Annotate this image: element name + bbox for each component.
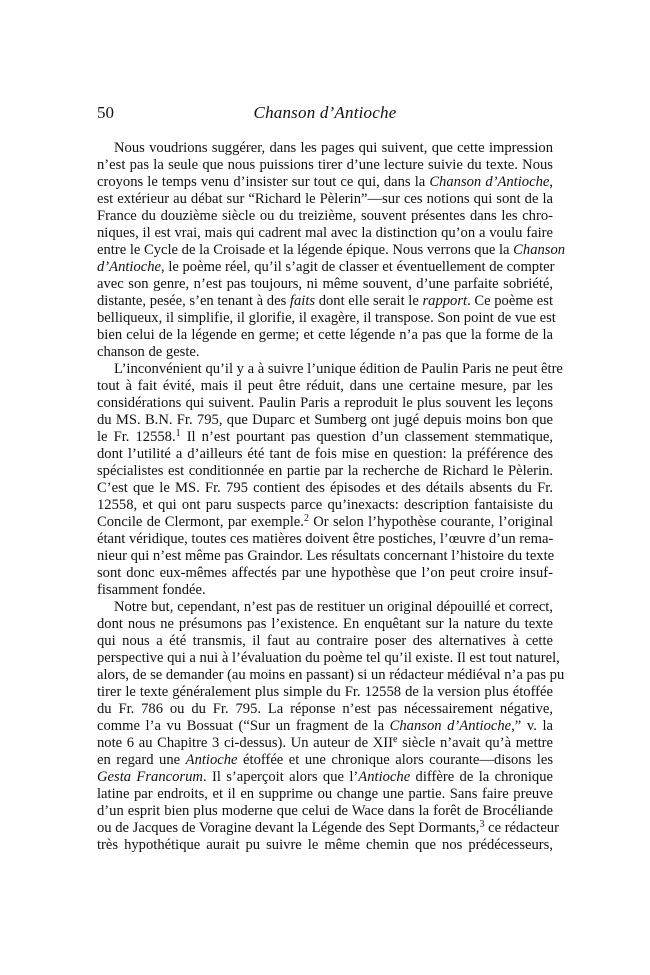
text-line bbox=[97, 565, 553, 582]
italic-text: Chanson d’Antioche bbox=[429, 174, 550, 190]
text-line bbox=[97, 480, 553, 497]
body-text bbox=[97, 140, 566, 854]
text-run: . Ce poème est bbox=[467, 293, 554, 309]
text-line bbox=[97, 837, 553, 854]
paragraph bbox=[97, 599, 565, 854]
text-line bbox=[97, 276, 553, 293]
text-run: dont nous ne présumons pas l’existence. En enquêtant sur la nature du texte bbox=[97, 616, 553, 632]
text-run: , bbox=[549, 174, 553, 190]
text-line bbox=[97, 208, 553, 225]
text-line bbox=[97, 548, 553, 565]
text-run: tirer le texte généralement plus simple du Fr. 12558 de la version plus étoffée bbox=[97, 684, 553, 700]
text-run: diffère de la chronique bbox=[410, 769, 553, 785]
text-line bbox=[97, 531, 553, 548]
text-run: tout à fait évité, mais il peut être réduit, dans une certaine mesure, par les bbox=[97, 378, 553, 394]
text-line bbox=[97, 378, 553, 395]
text-run: étoffée et une chronique alors courante—disons les bbox=[237, 752, 554, 768]
text-run: note 6 au Chapitre 3 ci-dessus). Un auteur de XII bbox=[97, 735, 393, 751]
italic-text: Antioche bbox=[358, 769, 411, 785]
text-run: Il n’est pourtant pas question d’un classement stemmatique, bbox=[180, 429, 553, 445]
text-run: 12558, et qui ont paru suspects parce qu’inexacts: description fantaisiste du bbox=[97, 497, 553, 513]
text-line bbox=[97, 786, 553, 803]
text-line bbox=[97, 616, 553, 633]
text-run: croyons le temps venu d’insister sur tout ce qui, dans la bbox=[97, 174, 430, 190]
page-number: 50 bbox=[97, 103, 114, 122]
text-line bbox=[97, 412, 553, 429]
text-line bbox=[97, 191, 553, 208]
text-line bbox=[97, 701, 553, 718]
text-run: avec son genre, n’est pas toujours, ni même souvent, d’une parfaite sobriété, bbox=[97, 276, 553, 292]
text-run: dont l’utilité a d’ailleurs été tant de fois mise en question: la préférence des bbox=[97, 446, 553, 462]
text-run: ce rédacteur bbox=[484, 820, 559, 836]
text-line bbox=[97, 718, 553, 735]
text-line bbox=[97, 344, 553, 361]
text-run: chanson de geste. bbox=[97, 344, 200, 360]
text-line bbox=[97, 242, 566, 259]
text-run: étant véridique, toutes ces matières doivent être postiches, l’œuvre d’un rema- bbox=[97, 531, 554, 547]
text-line bbox=[97, 259, 553, 276]
footnote-marker: 1 bbox=[175, 428, 181, 439]
text-line bbox=[97, 667, 565, 684]
text-run: L’inconvénient qu’il y a à suivre l’unique édition de Paulin Paris ne peut être bbox=[114, 361, 563, 377]
text-run: nieur qui n’est même pas Graindor. Les résultats concernant l’histoire du texte bbox=[97, 548, 555, 564]
text-run: bien celui de la légende en germe; et cette légende n’a pas que la forme de la bbox=[97, 327, 553, 343]
footnote-marker: 2 bbox=[303, 513, 309, 524]
text-run: ou de Jacques de Voragine devant la Légende des Sept Dormants, bbox=[97, 820, 480, 836]
text-run: Notre but, cependant, n’est pas de restituer un original dépouillé et correct, bbox=[114, 599, 553, 615]
text-run: fisamment fondée. bbox=[97, 582, 206, 598]
italic-text: Chanson bbox=[513, 242, 566, 258]
text-line bbox=[97, 819, 559, 837]
text-run: siècle n’avait qu’à mettre bbox=[397, 735, 553, 751]
text-run: considérations qui suivent. Paulin Paris a reproduit le plus souvent les leçons bbox=[97, 395, 553, 411]
italic-text: rapport bbox=[422, 293, 468, 309]
paragraph bbox=[97, 140, 566, 361]
italic-text: faits bbox=[289, 293, 316, 309]
text-run: niques, il est vrai, mais qui cadrent mal avec la distinction qu’on a voulu faire bbox=[97, 225, 553, 241]
text-run: dont elle serait le bbox=[315, 293, 423, 309]
footnote-marker: e bbox=[392, 734, 398, 745]
text-run: belliqueux, il simplifie, il glorifie, il exagère, il transpose. Son point de vue est bbox=[97, 310, 556, 326]
text-run: perspective qui a nui à l’évaluation du poème tel qu’il existe. Il est tout naturel, bbox=[97, 650, 560, 666]
text-line bbox=[97, 752, 553, 769]
text-run: distante, pesée, s’en tenant à des bbox=[97, 293, 290, 309]
text-line bbox=[97, 650, 560, 667]
text-run: est extérieur au débat sur “Richard le Pèlerin”—sur ces notions qui sont de la bbox=[97, 191, 553, 207]
text-line bbox=[97, 803, 553, 820]
text-line bbox=[97, 514, 553, 531]
text-run: alors, de se demander (au moins en passant) si un rédacteur médiéval n’a pas pu bbox=[97, 667, 565, 683]
text-line bbox=[97, 327, 553, 344]
running-title: Chanson d’Antioche bbox=[253, 103, 397, 122]
text-line bbox=[97, 361, 563, 378]
text-run: qui nous a été transmis, il faut au contraire poser des alternatives à cette bbox=[97, 633, 553, 649]
text-line bbox=[97, 225, 553, 242]
paragraph bbox=[97, 361, 563, 599]
text-line bbox=[97, 446, 553, 463]
text-run: en regard une bbox=[97, 752, 186, 768]
text-line bbox=[97, 140, 553, 157]
text-run: , le poème réel, qu’il s’agit de classer et éventuellement de compter bbox=[161, 259, 555, 275]
text-run: du MS. B.N. Fr. 795, que Duparc et Sumberg ont jugé depuis moins bon que bbox=[97, 412, 553, 428]
italic-text: Chanson d’Antioche bbox=[389, 718, 512, 734]
text-run: Or selon l’hypothèse courante, l’original bbox=[308, 514, 554, 530]
running-header bbox=[97, 103, 553, 123]
italic-text: Antioche bbox=[185, 752, 238, 768]
text-line bbox=[97, 769, 553, 786]
italic-text: Gesta Francorum bbox=[97, 769, 203, 785]
text-line bbox=[97, 582, 553, 599]
text-line bbox=[97, 310, 556, 327]
text-run: . Il s’aperçoit alors que l’ bbox=[202, 769, 359, 785]
text-line bbox=[97, 157, 553, 174]
text-line bbox=[97, 599, 553, 616]
text-run: comme l’a vu Bossuat (“Sur un fragment de la bbox=[97, 718, 390, 734]
footnote-marker: 3 bbox=[479, 819, 485, 830]
text-line bbox=[97, 463, 553, 480]
text-run: latine par endroits, et il en supprime ou change une partie. Sans faire preuve bbox=[97, 786, 553, 802]
text-line bbox=[97, 395, 553, 412]
text-run: d’un esprit bien plus moderne que celui de Wace dans la forêt de Brocéliande bbox=[97, 803, 553, 819]
text-run: ,” v. la bbox=[511, 718, 553, 734]
text-line bbox=[97, 497, 553, 514]
text-line bbox=[97, 429, 553, 446]
text-run: le Fr. 12558. bbox=[97, 429, 176, 445]
text-line bbox=[97, 293, 553, 310]
italic-text: d’Antioche bbox=[97, 259, 162, 275]
text-run: Nous voudrions suggérer, dans les pages qui suivent, que cette impression bbox=[114, 140, 553, 156]
text-line bbox=[97, 174, 553, 191]
text-line bbox=[97, 735, 553, 752]
text-run: très hypothétique aurait pu suivre le même chemin que nos prédécesseurs, bbox=[97, 837, 553, 853]
text-run: sont donc eux-mêmes affectés par une hypothèse que l’on peut croire insuf- bbox=[97, 565, 553, 581]
text-run: C’est que le MS. Fr. 795 contient des épisodes et des détails absents du Fr. bbox=[97, 480, 553, 496]
text-run: France du douzième siècle ou du treizième, souvent présentes dans les chro- bbox=[97, 208, 553, 224]
text-run: entre le Cycle de la Croisade et la légende épique. Nous verrons que la bbox=[97, 242, 514, 258]
text-run: Concile de Clermont, par exemple. bbox=[97, 514, 304, 530]
text-run: du Fr. 786 ou du Fr. 795. La réponse n’est pas nécessairement négative, bbox=[97, 701, 553, 717]
text-line bbox=[97, 684, 553, 701]
text-run: n’est pas la seule que nous puissions tirer d’une lecture suivie du texte. Nous bbox=[97, 157, 553, 173]
text-run: spécialistes est conditionnée en partie par la recherche de Richard le Pèlerin. bbox=[97, 463, 553, 479]
text-line bbox=[97, 633, 553, 650]
